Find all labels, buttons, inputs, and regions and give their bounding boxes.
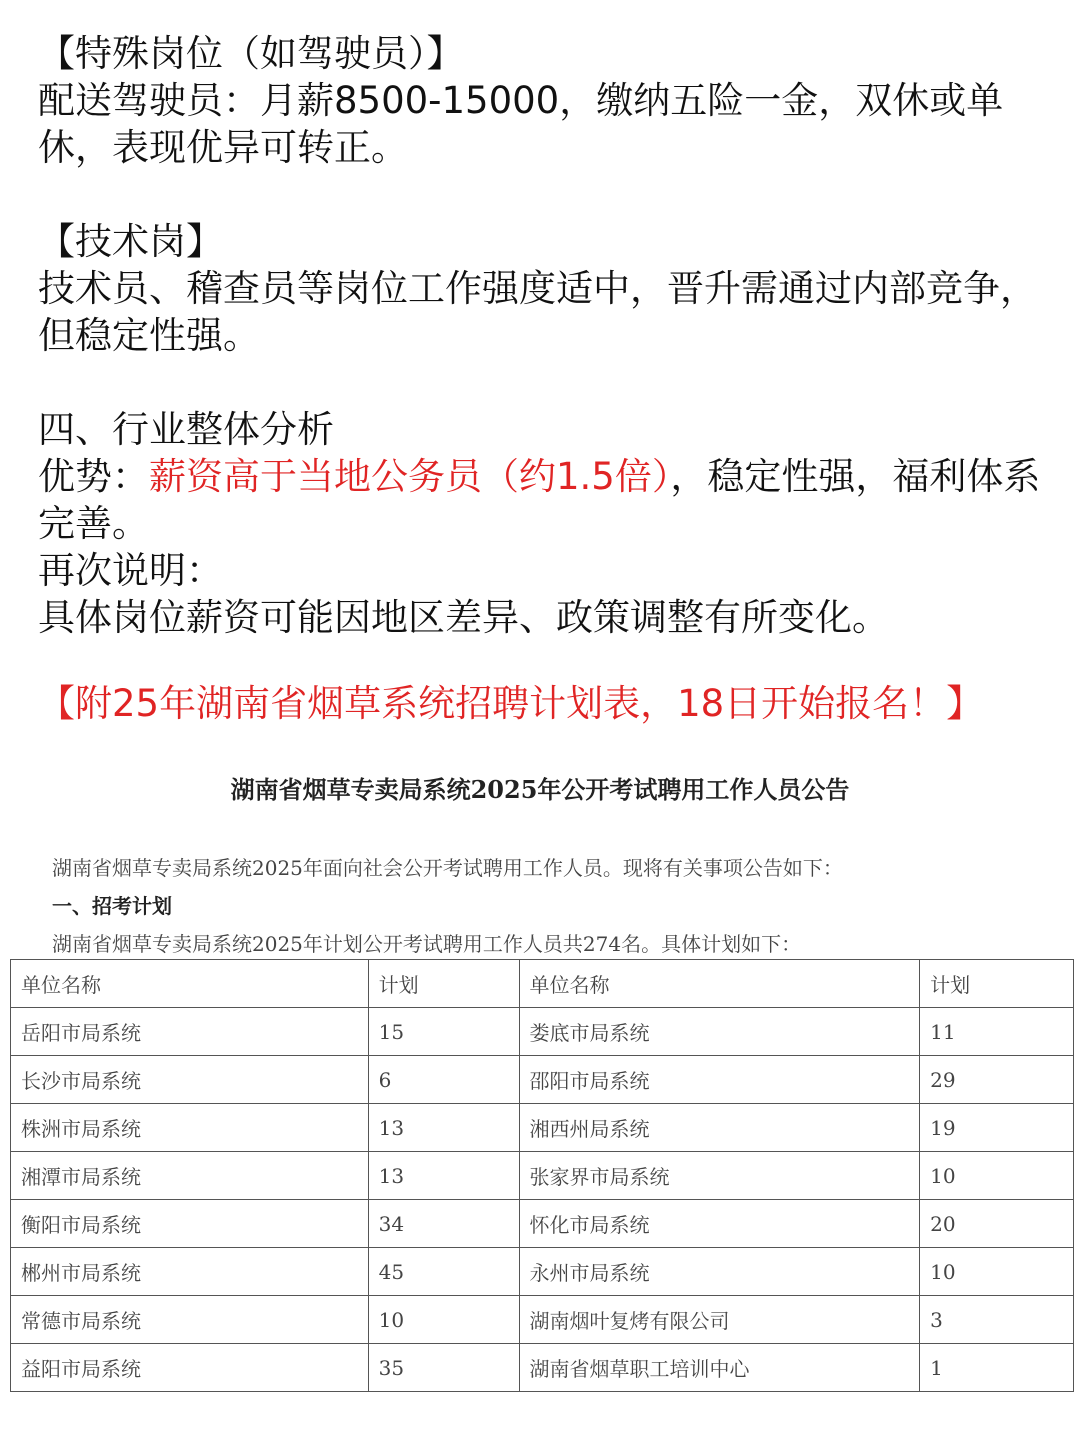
unit-name-cell: 邵阳市局系统: [519, 1056, 920, 1104]
unit-name-cell: 岳阳市局系统: [11, 1008, 369, 1056]
unit-name-cell: 常德市局系统: [11, 1296, 369, 1344]
unit-name-cell: 益阳市局系统: [11, 1344, 369, 1392]
spacer: [38, 359, 1058, 406]
table-row: [11, 1248, 1074, 1296]
table-row: [11, 1152, 1074, 1200]
header-plan-count: 计划: [920, 960, 1074, 1008]
unit-name-cell: 湖南省烟草职工培训中心: [519, 1344, 920, 1392]
advantage-rest: ，稳定性强，福利体系完善。: [38, 455, 1041, 545]
header-plan-count: 计划: [368, 960, 519, 1008]
plan-count-cell: 10: [920, 1152, 1074, 1200]
plan-count-cell: 29: [920, 1056, 1074, 1104]
advantage-paragraph: [38, 453, 1058, 547]
notice-title: 湖南省烟草专卖局系统2025年公开考试聘用工作人员公告: [230, 775, 850, 804]
unit-name-cell: 衡阳市局系统: [11, 1200, 369, 1248]
analysis-heading: 四、行业整体分析: [38, 408, 334, 451]
plan-count-cell: 13: [368, 1152, 519, 1200]
plan-count-cell: 34: [368, 1200, 519, 1248]
unit-name-cell: 怀化市局系统: [519, 1200, 920, 1248]
table-row: [11, 1344, 1074, 1392]
tech-text: 技术员、稽查员等岗位工作强度适中，晋升需通过内部竞争，但稳定性强。: [38, 267, 1037, 357]
plan-count-cell: 19: [920, 1104, 1074, 1152]
notice-summary: 湖南省烟草专卖局系统2025年计划公开考试聘用工作人员共274名。具体计划如下：: [52, 932, 802, 956]
unit-name-cell: 株洲市局系统: [11, 1104, 369, 1152]
header-unit-name: 单位名称: [11, 960, 369, 1008]
plan-count-cell: 6: [368, 1056, 519, 1104]
table-row: [11, 1056, 1074, 1104]
unit-name-cell: 湘西州局系统: [519, 1104, 920, 1152]
spacer: [38, 641, 1058, 680]
plan-count-cell: 35: [368, 1344, 519, 1392]
table-row: [11, 1104, 1074, 1152]
spacer: [38, 171, 1058, 218]
unit-name-cell: 湖南烟叶复烤有限公司: [519, 1296, 920, 1344]
unit-name-cell: 湘潭市局系统: [11, 1152, 369, 1200]
driver-text: 配送驾驶员：月薪8500-15000，缴纳五险一金，双休或单休，表现优异可转正。: [38, 79, 1004, 169]
plan-count-cell: 15: [368, 1008, 519, 1056]
advantage-highlight: 薪资高于当地公务员（约1.5倍）: [149, 455, 671, 498]
attachment-notice: 【附25年湖南省烟草系统招聘计划表，18日开始报名！】: [38, 682, 984, 725]
header-unit-name: 单位名称: [519, 960, 920, 1008]
plan-count-cell: 10: [368, 1296, 519, 1344]
plan-count-cell: 11: [920, 1008, 1074, 1056]
plan-count-cell: 1: [920, 1344, 1074, 1392]
plan-count-cell: 20: [920, 1200, 1074, 1248]
unit-name-cell: 永州市局系统: [519, 1248, 920, 1296]
table-row: [11, 1008, 1074, 1056]
plan-count-cell: 3: [920, 1296, 1074, 1344]
notice-section-heading: 一、招考计划: [52, 894, 172, 918]
advantage-label: 优势：: [38, 455, 149, 498]
article-body: [38, 30, 1058, 727]
plan-count-cell: 45: [368, 1248, 519, 1296]
table-row: [11, 1296, 1074, 1344]
notice-intro: 湖南省烟草专卖局系统2025年面向社会公开考试聘用工作人员。现将有关事项公告如下：: [52, 856, 843, 880]
unit-name-cell: 长沙市局系统: [11, 1056, 369, 1104]
note-label: 再次说明：: [38, 549, 223, 592]
table-header-row: [11, 960, 1074, 1008]
unit-name-cell: 张家界市局系统: [519, 1152, 920, 1200]
unit-name-cell: 娄底市局系统: [519, 1008, 920, 1056]
unit-name-cell: 郴州市局系统: [11, 1248, 369, 1296]
table-row: [11, 1200, 1074, 1248]
plan-count-cell: 13: [368, 1104, 519, 1152]
plan-count-cell: 10: [920, 1248, 1074, 1296]
driver-heading: 【特殊岗位（如驾驶员）】: [38, 32, 464, 75]
tech-heading: 【技术岗】: [38, 220, 223, 263]
recruitment-plan-table: [10, 959, 1074, 1392]
note-text: 具体岗位薪资可能因地区差异、政策调整有所变化。: [38, 596, 889, 639]
